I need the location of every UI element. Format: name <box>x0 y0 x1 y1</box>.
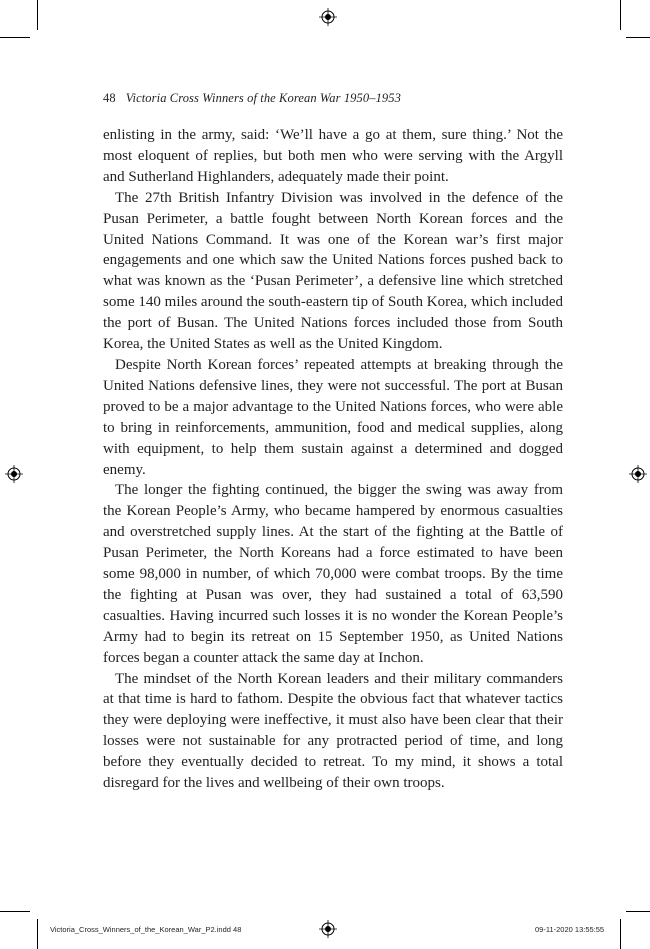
crop-mark-bottom-left-v <box>37 919 38 949</box>
slug-datetime: 09-11-2020 13:55:55 <box>535 925 605 934</box>
registration-mark-top-icon <box>319 8 337 26</box>
crop-mark-bottom-right-h <box>626 911 650 912</box>
crop-mark-top-left-h <box>0 37 30 38</box>
paragraph-5: The mindset of the North Korean leaders and their military commanders at that time is hard to fathom. Despite the obvious fact that whatever tactics they were deploying were ineffective, it must also have been clear that their losses were not sustainable for any protracted period of time, and long before they eventually decided to retreat. To my mind, it shows a total disregard for the lives and wellbeing of their own troops. <box>103 670 563 792</box>
page-number: 48 <box>103 91 116 105</box>
body-text <box>103 125 563 794</box>
paragraph-2: The 27th British Infantry Division was involved in the defence of the Pusan Perimeter, a battle fought between North Korean forces and the United Nations Command. It was one of the Korean war’s first major engagements and one which saw the United Nations forces pushed back to what was known as the ‘Pusan Perimeter’, a defensive line which stretched some 140 miles around the south-eastern tip of South Korea, which included the port of Busan. The United Nations forces included those from South Korea, the United States as well as the United Kingdom. <box>103 189 563 353</box>
crop-mark-bottom-right-v <box>620 919 621 949</box>
book-title: Victoria Cross Winners of the Korean War 1950–1953 <box>125 91 401 105</box>
running-head <box>103 91 573 106</box>
crop-mark-bottom-left-h <box>0 911 30 912</box>
crop-mark-top-right-v <box>620 0 621 30</box>
crop-mark-top-right-h <box>626 37 650 38</box>
registration-mark-bottom-icon <box>319 920 337 938</box>
slug-filename: Victoria_Cross_Winners_of_the_Korean_War_P2.indd 48 <box>50 925 242 934</box>
paragraph-1: enlisting in the army, said: ‘We’ll have a go at them, sure thing.’ Not the most eloquent of replies, but both men who were serving with the Argyll and Sutherland Highlanders, adequately made their point. <box>103 127 563 185</box>
paragraph-4: The longer the fighting continued, the bigger the swing was away from the Korean People’s Army, who became hampered by enormous casualties and overstretched supply lines. At the start of the fighting at the Battle of Pusan Perimeter, the North Koreans had a force estimated to have been some 98,000 in number, of which 70,000 were combat troops. By the time the fighting at Pusan was over, they had sustained a total of 63,590 casualties. Having incurred such losses it is no wonder the Korean People’s Army had to begin its retreat on 15 September 1950, as United Nations forces began a counter attack the same day at Inchon. <box>103 482 563 666</box>
crop-mark-top-left-v <box>37 0 38 30</box>
paragraph-3: Despite North Korean forces’ repeated attempts at breaking through the United Nations defensive lines, they were not successful. The port at Busan proved to be a major advantage to the United Nations forces, who were able to bring in reinforcements, ammunition, food and medical supplies, along with equipment, to help them sustain against a determined and dogged enemy. <box>103 356 563 478</box>
registration-mark-right-icon <box>629 465 647 483</box>
registration-mark-left-icon <box>5 465 23 483</box>
